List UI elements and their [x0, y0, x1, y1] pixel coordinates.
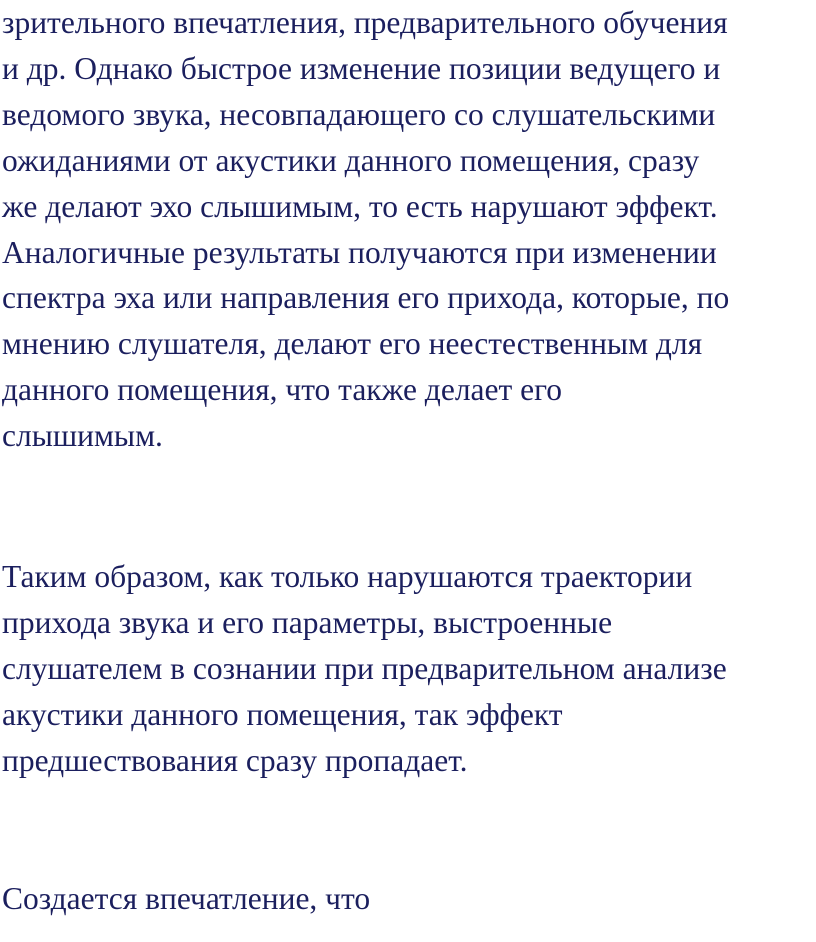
text-line: данного помещения, что также делает его	[2, 372, 563, 408]
text-line: зрительного впечатления, предварительного обучения	[2, 5, 728, 40]
paragraph-echo-perception	[2, 0, 814, 459]
text-line: и др. Однако быстрое изменение позиции ведущего и	[2, 50, 721, 86]
paragraph-precedence-effect	[2, 554, 814, 784]
paragraph-impression	[2, 876, 814, 922]
text-line: Таким образом, как только нарушаются траектории	[2, 559, 693, 594]
text-line: прихода звука и его параметры, выстроенные	[2, 604, 613, 640]
text-line: мнению слушателя, делают его неестественным для	[2, 326, 703, 362]
text-line: акустики данного помещения, так эффект	[2, 696, 563, 732]
text-line: предшествования сразу пропадает.	[2, 742, 468, 778]
text-line: же делают эхо слышимым, то есть нарушают эффект.	[2, 188, 718, 224]
text-line: ведомого звука, несовпадающего со слушательскими	[2, 96, 716, 132]
text-line: слышимым.	[2, 418, 163, 454]
text-line: Создается впечатление, что	[2, 881, 371, 916]
text-line: слушателем в сознании при предварительном анализе	[2, 650, 727, 686]
text-line: спектра эха или направления его прихода, которые, по	[2, 280, 730, 316]
text-line: Аналогичные результаты получаются при изменении	[2, 234, 717, 270]
text-line: ожиданиями от акустики данного помещения, сразу	[2, 142, 700, 178]
